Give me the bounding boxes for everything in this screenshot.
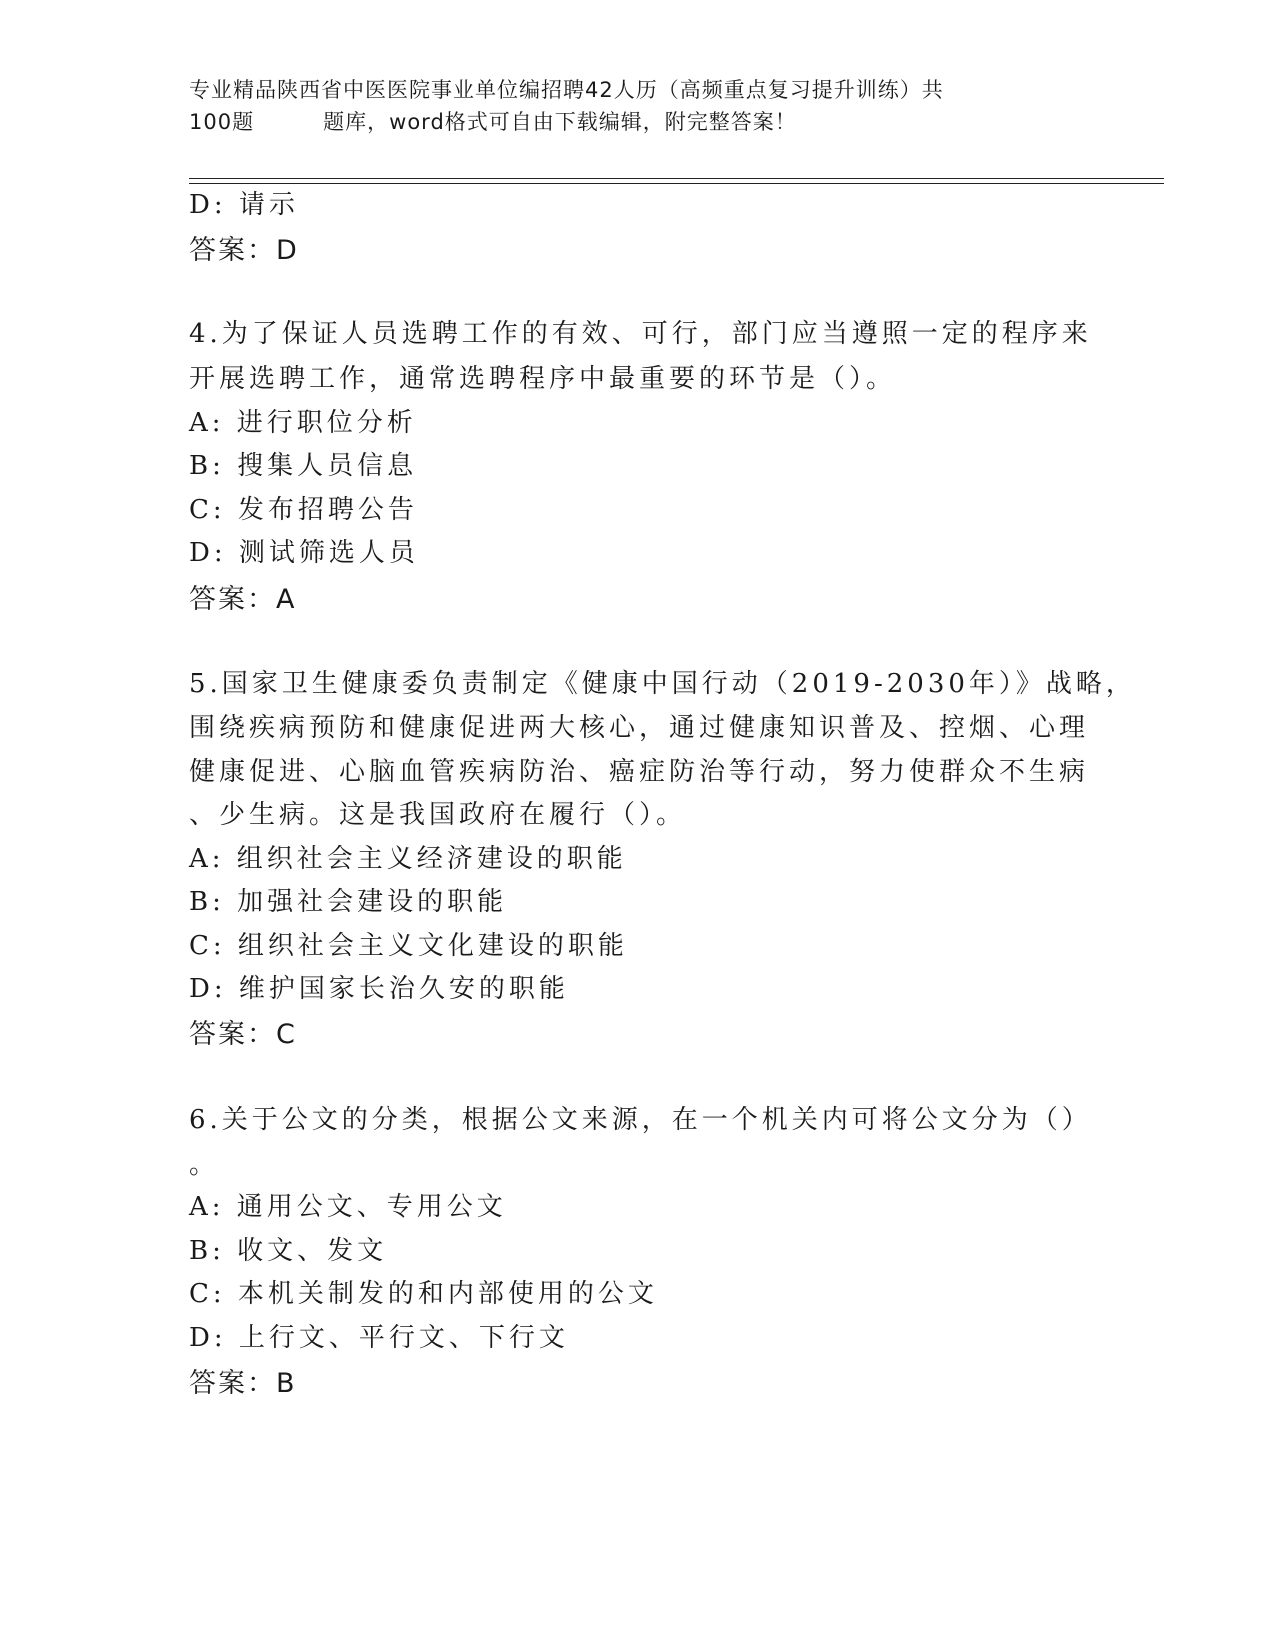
prev-option-d: D: 请示 [189,190,299,220]
q6-option-d: D: 上行文、平行文、下行文 [189,1323,569,1353]
q6-option-b: B: 收文、发文 [189,1236,388,1266]
q4-stem-line2: 开展选聘工作，通常选聘程序中最重要的环节是（）。 [189,364,897,394]
q4-option-b: B: 搜集人员信息 [189,451,418,481]
q6-option-a: A: 通用公文、专用公文 [189,1192,507,1222]
q6-stem-line2: 。 [189,1150,220,1180]
q4-option-c: C: 发布招聘公告 [189,495,418,525]
q5-stem-line2: 围绕疾病预防和健康促进两大核心，通过健康知识普及、控烟、心理 [189,713,1090,743]
q6-answer: 答案：B [189,1368,297,1399]
q4-option-a: A: 进行职位分析 [189,408,417,438]
header-title-line2: 100题 题库，word格式可自由下载编辑，附完整答案！ [189,110,797,134]
document-header [189,74,1089,138]
q5-answer: 答案：C [189,1019,297,1050]
header-divider-bottom [189,183,1164,184]
q5-option-d: D: 维护国家长治久安的职能 [189,974,569,1004]
q4-stem-line1: 4.为了保证人员选聘工作的有效、可行，部门应当遵照一定的程序来 [189,319,1092,349]
q4-answer: 答案：A [189,584,297,615]
q6-stem-line1: 6.关于公文的分类，根据公文来源，在一个机关内可将公文分为（） [189,1105,1092,1135]
q5-stem-line1: 5.国家卫生健康委负责制定《健康中国行动（2019-2030年）》战略， [189,669,1136,699]
q6-option-c: C: 本机关制发的和内部使用的公文 [189,1279,658,1309]
header-divider-top [189,178,1164,179]
q4-option-d: D: 测试筛选人员 [189,538,419,568]
q5-option-b: B: 加强社会建设的职能 [189,887,508,917]
q5-stem-line3: 健康促进、心脑血管疾病防治、癌症防治等行动，努力使群众不生病 [189,757,1090,787]
header-title-line1: 专业精品陕西省中医医院事业单位编招聘42人历（高频重点复习提升训练）共 [189,78,944,102]
q5-option-a: A: 组织社会主义经济建设的职能 [189,844,627,874]
prev-answer: 答案：D [189,235,299,266]
q5-stem-line4: 、少生病。这是我国政府在履行（）。 [189,800,687,830]
q5-option-c: C: 组织社会主义文化建设的职能 [189,931,628,961]
